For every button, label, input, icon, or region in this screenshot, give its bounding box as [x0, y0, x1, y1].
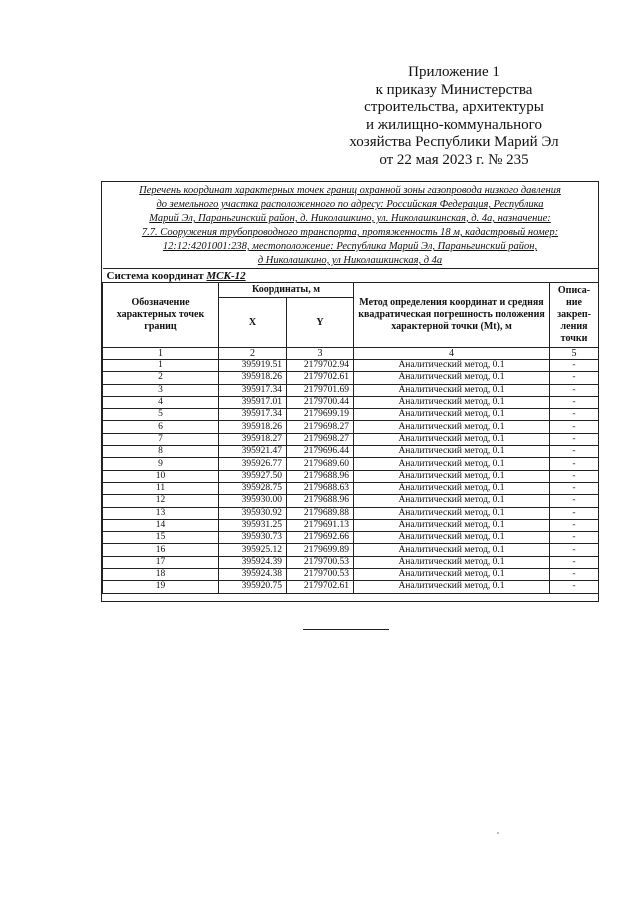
table-caption: [102, 182, 598, 268]
column-number: 5: [550, 348, 599, 360]
description-cell: -: [550, 495, 599, 507]
x-cell: 395924.39: [219, 556, 287, 568]
x-cell: 395918.26: [219, 372, 287, 384]
column-number: 4: [354, 348, 550, 360]
table-row: [103, 556, 599, 568]
method-cell: Аналитический метод, 0.1: [354, 544, 550, 556]
point-number-cell: 12: [103, 495, 219, 507]
table-row: [103, 396, 599, 408]
signature-line: [303, 629, 389, 630]
table-row: [103, 421, 599, 433]
y-cell: 2179702.61: [287, 372, 354, 384]
method-cell: Аналитический метод, 0.1: [354, 446, 550, 458]
x-cell: 395930.73: [219, 532, 287, 544]
coords-header: Координаты, м: [219, 283, 354, 298]
point-number-cell: 16: [103, 544, 219, 556]
description-cell: -: [550, 544, 599, 556]
table-row: [103, 569, 599, 581]
x-header: X: [219, 298, 287, 348]
description-cell: -: [550, 519, 599, 531]
method-cell: Аналитический метод, 0.1: [354, 372, 550, 384]
caption-line: 7.7. Сооружения трубопроводного транспорта, протяженность 18 м, кадастровый номер:: [141, 227, 559, 238]
method-cell: Аналитический метод, 0.1: [354, 482, 550, 494]
point-number-cell: 18: [103, 569, 219, 581]
y-cell: 2179689.88: [287, 507, 354, 519]
coordinates-frame: [101, 181, 599, 602]
header-line: от 22 мая 2023 г. № 235: [379, 151, 529, 168]
y-cell: 2179699.89: [287, 544, 354, 556]
description-cell: -: [550, 581, 599, 593]
table-body: [103, 360, 599, 594]
x-cell: 395917.01: [219, 396, 287, 408]
point-number-cell: 9: [103, 458, 219, 470]
x-cell: 395924.38: [219, 569, 287, 581]
method-cell: Аналитический метод, 0.1: [354, 556, 550, 568]
table-row: [103, 458, 599, 470]
x-cell: 395917.34: [219, 384, 287, 396]
method-cell: Аналитический метод, 0.1: [354, 396, 550, 408]
caption-line: 12:12:4201001:238, местоположение: Республика Марий Эл, Параньгинский район,: [162, 241, 538, 252]
y-cell: 2179696.44: [287, 446, 354, 458]
description-cell: -: [550, 396, 599, 408]
description-cell: -: [550, 433, 599, 445]
point-number-cell: 8: [103, 446, 219, 458]
caption-line: до земельного участка расположенного по адресу: Российская Федерация, Республика: [156, 199, 544, 210]
y-cell: 2179701.69: [287, 384, 354, 396]
table-row: [103, 433, 599, 445]
x-cell: 395918.27: [219, 433, 287, 445]
table-row: [103, 532, 599, 544]
y-cell: 2179688.96: [287, 495, 354, 507]
point-number-cell: 5: [103, 409, 219, 421]
header-line: строительства, архитектуры: [364, 99, 544, 116]
method-cell: Аналитический метод, 0.1: [354, 569, 550, 581]
description-cell: -: [550, 409, 599, 421]
description-cell: -: [550, 556, 599, 568]
description-cell: -: [550, 507, 599, 519]
description-cell: -: [550, 384, 599, 396]
table-row: [103, 446, 599, 458]
point-number-cell: 2: [103, 372, 219, 384]
description-cell: -: [550, 360, 599, 372]
x-cell: 395926.77: [219, 458, 287, 470]
y-cell: 2179700.53: [287, 556, 354, 568]
method-cell: Аналитический метод, 0.1: [354, 519, 550, 531]
method-cell: Аналитический метод, 0.1: [354, 470, 550, 482]
point-number-cell: 10: [103, 470, 219, 482]
table-row: [103, 409, 599, 421]
table-row: [103, 372, 599, 384]
point-number-cell: 1: [103, 360, 219, 372]
table-row: [103, 495, 599, 507]
description-cell: -: [550, 470, 599, 482]
header-line: Приложение 1: [408, 64, 500, 80]
x-cell: 395925.12: [219, 544, 287, 556]
x-cell: 395917.34: [219, 409, 287, 421]
coord-system-label: Система координат: [106, 269, 204, 282]
x-cell: 395921.47: [219, 446, 287, 458]
caption-line: Перечень координат характерных точек границ охранной зоны газопровода низкого давления: [139, 185, 561, 196]
coord-system-row: [103, 269, 599, 283]
y-cell: 2179688.63: [287, 482, 354, 494]
y-cell: 2179699.19: [287, 409, 354, 421]
x-cell: 395918.26: [219, 421, 287, 433]
table-row: [103, 384, 599, 396]
y-cell: 2179702.61: [287, 581, 354, 593]
caption-line: д Николашкино, ул Николашкинская, д 4а: [257, 255, 443, 266]
appendix-header: [334, 64, 574, 170]
header-line: и жилищно-коммунального: [366, 116, 542, 133]
method-cell: Аналитический метод, 0.1: [354, 507, 550, 519]
y-cell: 2179700.53: [287, 569, 354, 581]
y-header: Y: [287, 298, 354, 348]
description-cell: -: [550, 458, 599, 470]
y-cell: 2179698.27: [287, 421, 354, 433]
coordinates-table: [102, 268, 599, 594]
y-cell: 2179702.94: [287, 360, 354, 372]
point-number-cell: 7: [103, 433, 219, 445]
scan-speck: [497, 832, 499, 834]
method-cell: Аналитический метод, 0.1: [354, 581, 550, 593]
description-cell: -: [550, 532, 599, 544]
column-number: 3: [287, 348, 354, 360]
method-cell: Аналитический метод, 0.1: [354, 433, 550, 445]
point-number-cell: 11: [103, 482, 219, 494]
y-cell: 2179691.13: [287, 519, 354, 531]
x-cell: 395920.75: [219, 581, 287, 593]
description-header: Описа-ние закреп-ления точки: [550, 283, 599, 348]
column-number: 2: [219, 348, 287, 360]
method-cell: Аналитический метод, 0.1: [354, 421, 550, 433]
point-header: Обозначение характерных точек границ: [103, 283, 219, 348]
y-cell: 2179692.66: [287, 532, 354, 544]
table-row: [103, 507, 599, 519]
y-cell: 2179688.96: [287, 470, 354, 482]
method-cell: Аналитический метод, 0.1: [354, 458, 550, 470]
description-cell: -: [550, 569, 599, 581]
header-line: к приказу Министерства: [375, 81, 533, 98]
x-cell: 395930.92: [219, 507, 287, 519]
table-row: [103, 482, 599, 494]
method-cell: Аналитический метод, 0.1: [354, 495, 550, 507]
table-row: [103, 519, 599, 531]
y-cell: 2179689.60: [287, 458, 354, 470]
method-cell: Аналитический метод, 0.1: [354, 532, 550, 544]
point-number-cell: 14: [103, 519, 219, 531]
y-cell: 2179698.27: [287, 433, 354, 445]
x-cell: 395928.75: [219, 482, 287, 494]
column-number: 1: [103, 348, 219, 360]
point-number-cell: 19: [103, 581, 219, 593]
point-number-cell: 3: [103, 384, 219, 396]
method-cell: Аналитический метод, 0.1: [354, 409, 550, 421]
point-number-cell: 4: [103, 396, 219, 408]
x-cell: 395930.00: [219, 495, 287, 507]
coord-system-name: МСК-12: [206, 269, 246, 282]
x-cell: 395927.50: [219, 470, 287, 482]
point-number-cell: 17: [103, 556, 219, 568]
header-row: [103, 283, 599, 298]
header-line: хозяйства Республики Марий Эл: [349, 134, 559, 151]
method-header: Метод определения координат и средняя квадратическая погрешность положения характерной точки (Mt), м: [354, 283, 550, 348]
table-row: [103, 581, 599, 593]
method-cell: Аналитический метод, 0.1: [354, 360, 550, 372]
description-cell: -: [550, 372, 599, 384]
table-row: [103, 544, 599, 556]
description-cell: -: [550, 482, 599, 494]
point-number-cell: 13: [103, 507, 219, 519]
method-cell: Аналитический метод, 0.1: [354, 384, 550, 396]
point-number-cell: 6: [103, 421, 219, 433]
description-cell: -: [550, 421, 599, 433]
point-number-cell: 15: [103, 532, 219, 544]
x-cell: 395919.51: [219, 360, 287, 372]
description-cell: -: [550, 446, 599, 458]
table-row: [103, 470, 599, 482]
caption-line: Марий Эл, Параньгинский район, д. Николашкино, ул. Николашкинская, д. 4а, назначение:: [149, 213, 551, 224]
table-row: [103, 360, 599, 372]
column-numbers-row: [103, 348, 599, 360]
y-cell: 2179700.44: [287, 396, 354, 408]
x-cell: 395931.25: [219, 519, 287, 531]
